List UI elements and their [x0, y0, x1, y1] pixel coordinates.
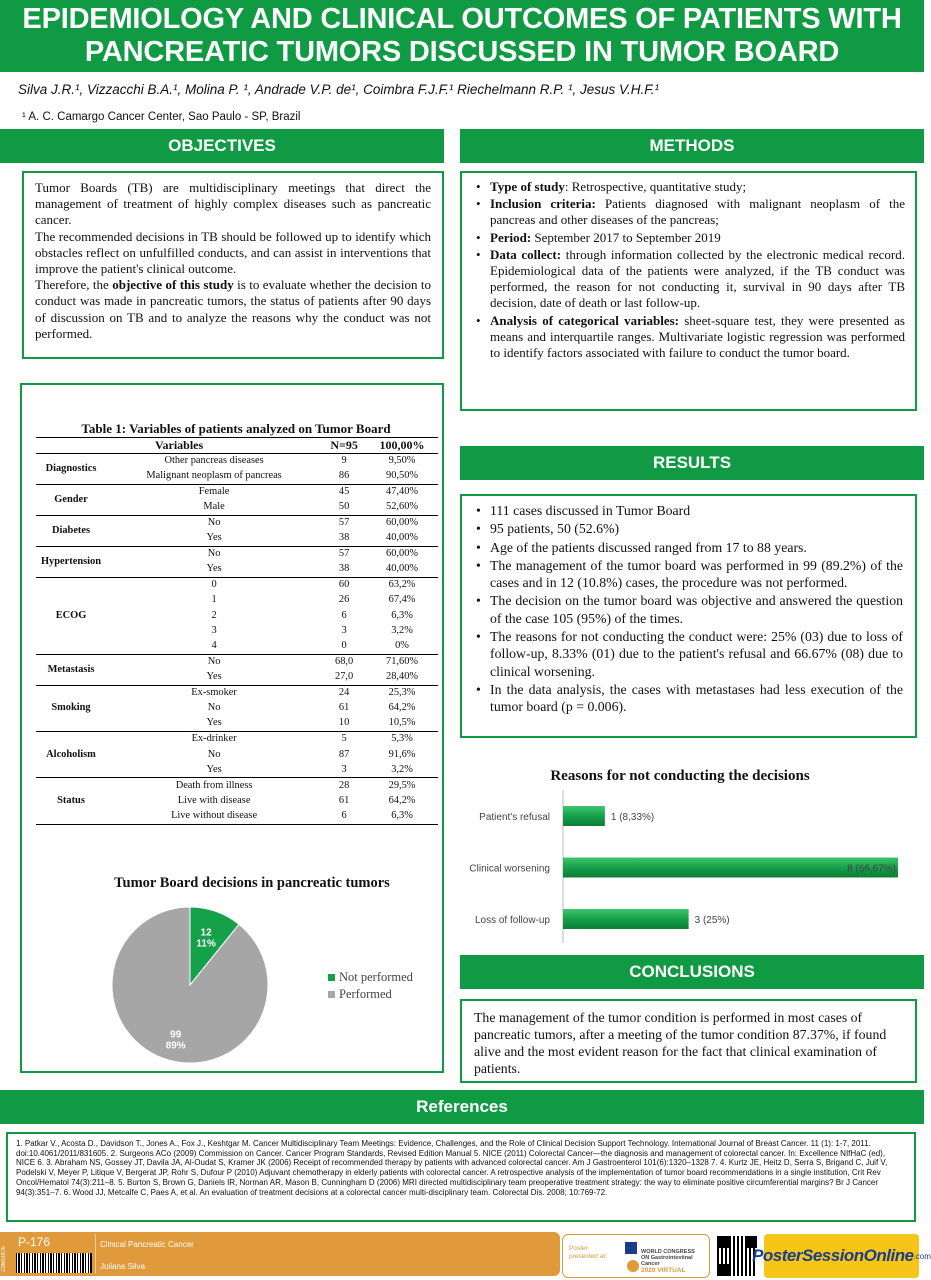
bar-chart: [460, 788, 920, 948]
table-cell-pct: 64,2%: [388, 702, 416, 714]
table-cell-category: Ex-smoker: [191, 687, 237, 699]
table-group-label: Diabetes: [36, 515, 106, 546]
methods-item-text: September 2017 to September 2019: [531, 229, 721, 245]
table-cell-n: 61: [338, 702, 350, 714]
bar-data-label: 3 (25%): [694, 915, 730, 926]
table-cell-pct: 71,60%: [386, 656, 419, 668]
logo-suffix: .com: [913, 1251, 931, 1261]
table-cell-pct: 3,2%: [366, 762, 438, 777]
logo-text: PosterSessionOnline: [752, 1246, 914, 1265]
table-cell-n: 9: [341, 455, 347, 467]
conclusions-text: The management of the tumor condition is performed in most cases of pancreatic tumors, after a meeting of the tumor condition 87.37%, if found alive and the most evident reason for the fact that clinical examination of patients.: [474, 1010, 887, 1076]
legend-swatch-performed: [328, 991, 335, 998]
table-cell-pct: 29,5%: [388, 779, 416, 791]
table-header-n: N=95: [322, 438, 366, 454]
table-group-label: ECOG: [36, 577, 106, 654]
table-cell-category: Yes: [106, 716, 322, 731]
table-cell-pct: 52,60%: [366, 500, 438, 515]
table-cell-n: 68,0: [335, 656, 354, 668]
table-cell-n: 26: [338, 594, 350, 606]
table-cell-pct: 28,40%: [366, 670, 438, 685]
pie-chart: [82, 895, 322, 1065]
table-cell-category: Yes: [106, 670, 322, 685]
table-group-label: Hypertension: [36, 546, 106, 577]
conclusions-box: [460, 999, 917, 1083]
variables-table: [36, 437, 438, 825]
methods-item-text: through information collected by the electronic medical record. Epidemiological data of the patients were analyzed, if the TB conduct was performed, the reason for not conducting it, survival in 90 days after TB decision, date of death or last follow-up.: [490, 246, 905, 311]
pie-legend: [328, 970, 413, 1004]
table-cell-n: 27,0: [322, 670, 366, 685]
pie-slice: [112, 907, 268, 1063]
table-cell-category: 2: [211, 609, 217, 621]
table-cell-category: Death from illness: [175, 779, 253, 791]
objectives-p3-post: is to evaluate whether the decision to conduct was made in pancreatic tumors, the status of patients after 90 days of discussion on TB and to analyze the reasons why the conduct was not performed.: [35, 277, 431, 341]
bar-category-label: Patient's refusal: [479, 812, 550, 823]
table-cell-pct: 10,5%: [366, 716, 438, 731]
table-row: [36, 731, 438, 746]
table-cell-category: 1: [211, 594, 217, 606]
methods-item: [474, 247, 905, 312]
presented-at-box: [562, 1234, 710, 1278]
pie-chart-title: Tumor Board decisions in pancreatic tumors: [114, 875, 390, 891]
references-box: [6, 1132, 916, 1222]
table-cell-n: 60: [338, 578, 350, 590]
pie-data-label: 89%: [165, 1040, 186, 1052]
poster-session-online-logo[interactable]: [752, 1234, 931, 1278]
objectives-paragraph-1: Tumor Boards (TB) are multidisciplinary meetings that direct the management of treatment of highly complex diseases such as pancreatic cancer.: [35, 180, 431, 228]
table-cell-category: Live with disease: [177, 794, 251, 806]
presented-at-label: Poster presented at:: [569, 1245, 607, 1260]
methods-item: [474, 230, 905, 246]
bar-category-label: Clinical worsening: [469, 863, 550, 875]
affiliation: ¹ A. C. Camargo Cancer Center, Sao Paulo - SP, Brazil: [22, 111, 301, 123]
title-banner: [0, 0, 924, 72]
table-cell-n: 57: [338, 548, 350, 560]
table-cell-pct: 64,2%: [388, 794, 416, 806]
results-box: [460, 494, 917, 738]
results-item: • In the data analysis, the cases with metastases had less execution of the tumor board (p = 0.006).: [474, 681, 903, 716]
table-cell-category: Ex-drinker: [191, 733, 237, 745]
table-cell-n: 0: [322, 639, 366, 654]
table-cell-pct: 40,00%: [366, 531, 438, 546]
table-cell-n: 6: [322, 809, 366, 824]
table-cell-n: 28: [338, 779, 350, 791]
table-cell-category: 0: [211, 578, 217, 590]
bar-category-label: Loss of follow-up: [474, 915, 550, 926]
results-item: • 95 patients, 50 (52.6%): [474, 520, 903, 537]
conclusions-heading: CONCLUSIONS: [460, 955, 924, 989]
table-group-label: Gender: [36, 484, 106, 515]
table-cell-n: 87: [338, 748, 350, 760]
references-heading: References: [0, 1090, 924, 1124]
table-cell-pct: 91,6%: [388, 748, 416, 760]
bar: [563, 909, 689, 929]
footer-bar: [0, 1232, 560, 1276]
table-cell-n: 45: [338, 486, 350, 498]
table-cell-pct: 90,50%: [366, 469, 438, 484]
objectives-box: [22, 171, 444, 359]
table-cell-pct: 60,00%: [386, 517, 419, 529]
table-cell-pct: 5,3%: [391, 733, 413, 745]
methods-box: [460, 171, 917, 411]
table-title: Table 1: Variables of patients analyzed on Tumor Board: [81, 421, 391, 436]
footer-divider: [95, 1234, 96, 1274]
table-cell-category: Male: [106, 500, 322, 515]
table-cell-pct: 0%: [366, 639, 438, 654]
table-and-pie-panel: [20, 383, 444, 1073]
table-cell-n: 3: [322, 762, 366, 777]
table-cell-category: No: [207, 548, 221, 560]
legend-label-performed: Performed: [339, 987, 392, 1001]
table-cell-category: No: [207, 702, 221, 714]
table-cell-pct: 47,40%: [386, 486, 419, 498]
table-cell-category: No: [207, 748, 221, 760]
table-row: [36, 778, 438, 793]
results-item: • 111 cases discussed in Tumor Board: [474, 502, 903, 519]
footer-topic: Clinical Pancreatic Cancer: [100, 1240, 194, 1249]
table-header-row: [36, 438, 438, 454]
table-cell-n: 3: [341, 625, 347, 637]
table-cell-n: 57: [338, 517, 350, 529]
pie-data-label: 99: [170, 1029, 182, 1041]
results-heading: RESULTS: [460, 446, 924, 480]
table-cell-category: 3: [211, 625, 217, 637]
methods-item: [474, 179, 905, 195]
table-cell-pct: 67,4%: [388, 594, 416, 606]
table-cell-pct: 40,00%: [366, 562, 438, 577]
results-item: • Age of the patients discussed ranged from 17 to 88 years.: [474, 539, 903, 556]
table-cell-n: 50: [322, 500, 366, 515]
table-cell-n: 6: [341, 609, 347, 621]
methods-item: [474, 196, 905, 228]
table-cell-category: Malignant neoplasm of pancreas: [106, 469, 322, 484]
table-cell-category: Live without disease: [106, 809, 322, 824]
table-cell-n: 38: [322, 562, 366, 577]
results-item: • The management of the tumor board was performed in 99 (89.2%) of the cases and in 12 (10.8%) cases, the procedure was not performed.: [474, 557, 903, 592]
table-group-label: Smoking: [36, 685, 106, 731]
table-cell-category: Yes: [106, 562, 322, 577]
poster-id: P-176: [18, 1235, 51, 1249]
objectives-paragraph-2: The recommended decisions in TB should be followed up to identify which obstacles reflect on unfulfilled conducts, and can assist in interventions that improve the patient's clinical outcome.: [35, 228, 431, 277]
table-header-pct: 100,00%: [366, 438, 438, 454]
methods-item-text: Patients diagnosed with malignant neoplasm of the pancreas and other diseases of the pancreas;: [490, 196, 905, 228]
table-cell-n: 86: [322, 469, 366, 484]
authors: Silva J.R.¹, Vizzacchi B.A.¹, Molina P. ¹, Andrade V.P. de¹, Coimbra F.J.F.¹ Riechelmann R.P. ¹, Jesus V.H.F.¹: [18, 82, 659, 97]
footer: [0, 1232, 931, 1280]
methods-item-text: sheet-square test, they were presented as means and interquartile ranges. Multivariate logistic regression was performed to identify factors associated with failure to conduct the tumor board.: [490, 312, 905, 361]
methods-item-label: Type of study: [490, 179, 565, 194]
table-cell-n: 10: [322, 716, 366, 731]
objectives-heading: OBJECTIVES: [0, 129, 444, 163]
bar-data-label: 8 (66,67%): [847, 863, 896, 875]
table-cell-pct: 25,3%: [388, 687, 416, 699]
pie-data-label: 12: [200, 927, 212, 939]
table-cell-n: 5: [341, 733, 347, 745]
table-cell-pct: 6,3%: [366, 809, 438, 824]
methods-item-text: : Retrospective, quantitative study;: [564, 179, 747, 194]
poster-title: EPIDEMIOLOGY AND CLINICAL OUTCOMES OF PATIENTS WITH PANCREATIC TUMORS DISCUSSED IN TUMOR BOARD: [22, 3, 902, 68]
table-cell-category: Other pancreas diseases: [164, 455, 264, 467]
objectives-p3-bold: objective of this study: [112, 277, 234, 293]
barcode-icon: [16, 1253, 92, 1273]
table-row: [36, 515, 438, 530]
results-list: [474, 502, 903, 716]
legend-swatch-not-performed: [328, 974, 335, 981]
objectives-p3-pre: Therefore, the: [35, 277, 113, 293]
methods-item-label: Period:: [490, 229, 532, 245]
congress-name: WORLD CONGRESS ON Gastrointestinal Cancer: [641, 1249, 695, 1268]
table-header-variables: Variables: [36, 438, 322, 454]
table-cell-pct: 3,2%: [391, 625, 413, 637]
table-group-label: Diagnostics: [36, 454, 106, 485]
table-row: [36, 685, 438, 700]
table-cell-category: Female: [198, 486, 230, 498]
table-cell-n: 61: [338, 794, 350, 806]
table-cell-pct: 63,2%: [388, 578, 416, 590]
pie-data-label: 11%: [196, 938, 216, 950]
methods-item: [474, 313, 905, 362]
table-cell-category: No: [207, 517, 221, 529]
objectives-paragraph-3: [35, 277, 431, 342]
references-text: 1. Patkar V., Acosta D., Davidson T., Jones A., Fox J., Keshtgar M. Cancer Multidisciplinary Team Meetings: Evidence, Challenges, and the Role of Clinical Decision Support Technology. International Journal of Breast Cancer. 11 (1): 1-7, 2011. doi:10.4061/2011/831605. 2. Surgeons ACo (2009) Commission on Cancer. Cancer Program Standards, Revised Edition Manual 5. NICE (2011) Colorectal Cancer—the diagnosis and management of colorectal cancer. In: Excellence NIfHaC (ed), NICE 6. 3. Abraham NS, Gossey JT, Davila JA, Al-Oudat S, Kramer JK (2006) Receipt of recommended therapy by patients with advanced colorectal cancer. Am J Gastroenterol 101(6):1320–1328 7. 4. Kurtz JE, Heitz D, Serra S, Brigand C, Juif V, Podelski V, Meyer P, Litique V, Bergerat JP, Rohr S, Dufour P (2010) Adjuvant chemotherapy in elderly patients with colorectal cancer. A retrospective analysis of the implementation of tumor board recommendations in a single institution, Crit Rev Oncol/Hematol 74(3):211–8. 5. Burton S, Brown G, Daniels IR, Norman AR, Mason B, Cunningham D (2006) MRI directed multidisciplinary team preoperative treatment strategy: the way to eliminate positive circumferential margins? Br J Cancer 94(3):351–7. 6. Wood JJ, Metcalfe C, Paes A, et al. An evaluation of treatment decisions at a colorectal cancer multi-disciplinary team. Colorectal Dis. 2008; 10:769-72.: [16, 1139, 888, 1197]
table-cell-category: Yes: [106, 531, 322, 546]
table-cell-category: 4: [106, 639, 322, 654]
table-cell-pct: 60,00%: [386, 548, 419, 560]
table-cell-n: 24: [338, 687, 350, 699]
footer-author: Juliana Silva: [100, 1262, 145, 1271]
methods-list: [474, 179, 905, 361]
bar-data-label: 1 (8,33%): [610, 812, 655, 823]
footer-vertical-code: 23MGIC6: [1, 1246, 7, 1272]
methods-item-label: Analysis of categorical variables:: [490, 312, 680, 328]
table-row: [36, 454, 438, 469]
results-item: • The reasons for not conducting the conduct were: 25% (03) due to loss of follow-up, 8.33% (01) due to the patient's refusal and 66.67% (08) due to clinical worsening.: [474, 628, 903, 680]
table-row: [36, 546, 438, 561]
legend-label-not-performed: Not performed: [339, 970, 413, 984]
table-group-label: Status: [36, 778, 106, 824]
methods-heading: METHODS: [460, 129, 924, 163]
table-group-label: Alcoholism: [36, 731, 106, 777]
table-cell-n: 38: [322, 531, 366, 546]
table-cell-pct: 9,50%: [388, 455, 416, 467]
table-group-label: Metastasis: [36, 654, 106, 685]
table-row: [36, 484, 438, 499]
bar-chart-title: Reasons for not conducting the decisions: [550, 768, 810, 784]
legend-item-not-performed: [328, 970, 413, 985]
methods-item-label: Data collect:: [490, 246, 562, 262]
qr-code-icon[interactable]: [717, 1236, 757, 1276]
table-row: [36, 577, 438, 592]
congress-year: 2020 VIRTUAL: [641, 1267, 686, 1274]
methods-item-label: Inclusion criteria:: [490, 196, 596, 212]
bar: [563, 806, 605, 826]
legend-item-performed: [328, 987, 413, 1002]
table-cell-category: Yes: [106, 762, 322, 777]
table-row: [36, 654, 438, 669]
table-cell-pct: 6,3%: [391, 609, 413, 621]
results-item: • The decision on the tumor board was objective and answered the question of the case 105 (95%) of the times.: [474, 592, 903, 627]
table-cell-category: No: [207, 656, 221, 668]
